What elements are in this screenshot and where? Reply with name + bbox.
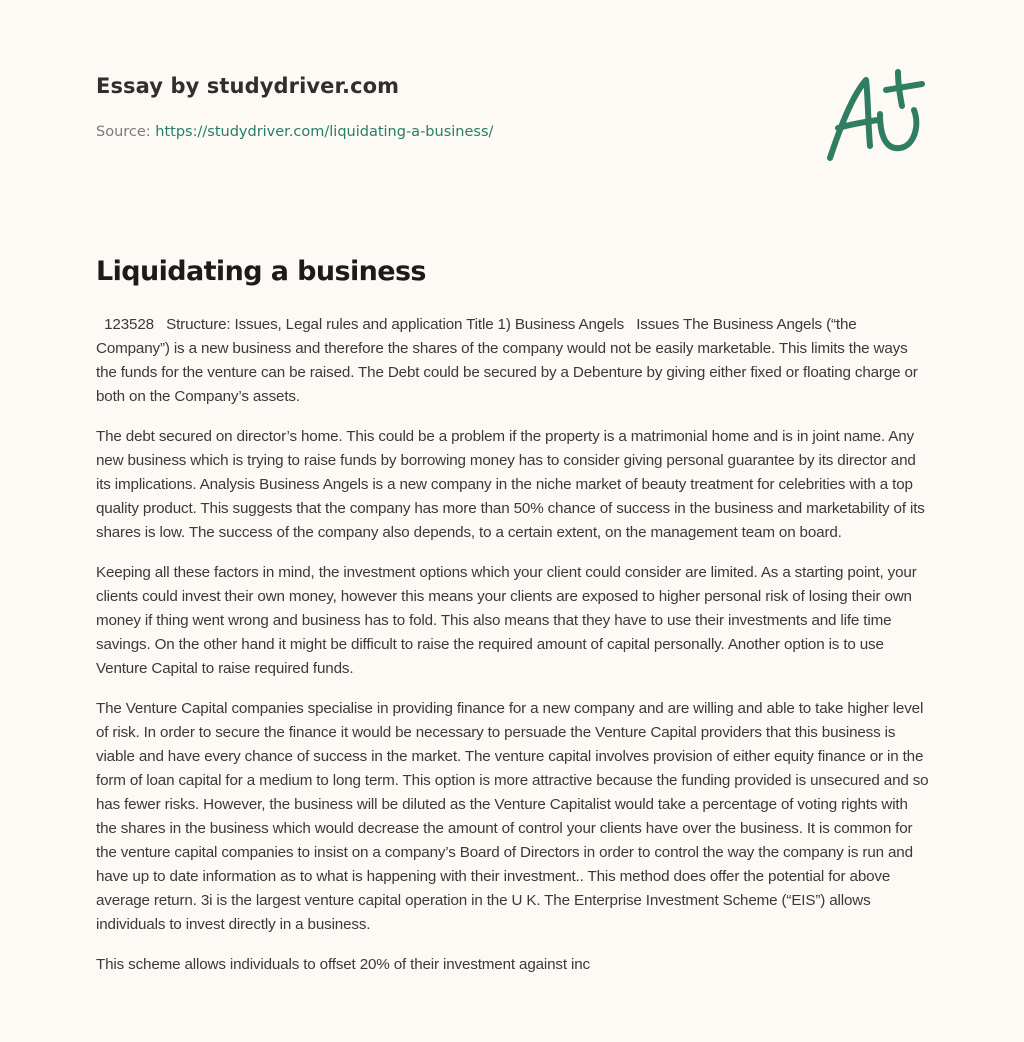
source-label: Source:	[96, 124, 151, 140]
paragraph: 123528 Structure: Issues, Legal rules and application Title 1) Business Angels Issues The Business Angels (“the Company”) is a new business and therefore the shares of the company would not be easily marketable. This limits the ways the funds for the venture can be raised. The Debt could be secured by a Debenture by giving either fixed or floating charge or both on the Company’s assets.	[96, 316, 922, 405]
paragraph: The Venture Capital companies specialise in providing finance for a new company and are willing and able to take higher level of risk. In order to secure the finance it would be necessary to persuade the Venture Capital providers that this business is viable and have every chance of success in the market. The venture capital involves provision of either equity finance or in the form of loan capital for a medium to long term. This option is more attractive because the funding provided is unsecured and so has fewer risks. However, the business will be diluted as the Venture Capitalist would take a percentage of voting rights with the shares in the business which would decrease the amount of control your clients have over the business. It is common for the venture capital companies to insist on a company’s Board of Directors in order to control the way the company is run and have up to date information as to what is happening with their investment.. This method does offer the potential for above average return. 3i is the largest venture capital operation in the U K. The Enterprise Investment Scheme (“EIS”) allows individuals to invest directly in a business.	[96, 700, 929, 933]
document-body	[96, 313, 931, 993]
paragraph: Keeping all these factors in mind, the investment options which your client could consider are limited. As a starting point, your clients could invest their own money, however this means your clients are exposed to higher personal risk of losing their own money if thing went wrong and business has to fold. This also means that they have to use their investments and life time savings. On the other hand it might be difficult to raise the required amount of capital personally. Another option is to use Venture Capital to raise required funds.	[96, 564, 917, 677]
a-plus-logo-icon	[822, 66, 928, 166]
document-title: Liquidating a business	[96, 256, 426, 287]
site-brand-title: Essay by studydriver.com	[96, 74, 400, 98]
source-line	[96, 124, 493, 140]
paragraph: This scheme allows individuals to offset 20% of their investment against inc	[96, 956, 590, 973]
paragraph: The debt secured on director’s home. This could be a problem if the property is a matrimonial home and is in joint name. Any new business which is trying to raise funds by borrowing money has to consider giving personal guarantee by its director and its implications. Analysis Business Angels is a new company in the niche market of beauty treatment for celebrities with a top quality product. This suggests that the company has more than 50% chance of success in the business and marketability of its shares is low. The success of the company also depends, to a certain extent, on the management team on board.	[96, 428, 925, 541]
source-link[interactable]: https://studydriver.com/liquidating-a-business/	[155, 124, 494, 140]
